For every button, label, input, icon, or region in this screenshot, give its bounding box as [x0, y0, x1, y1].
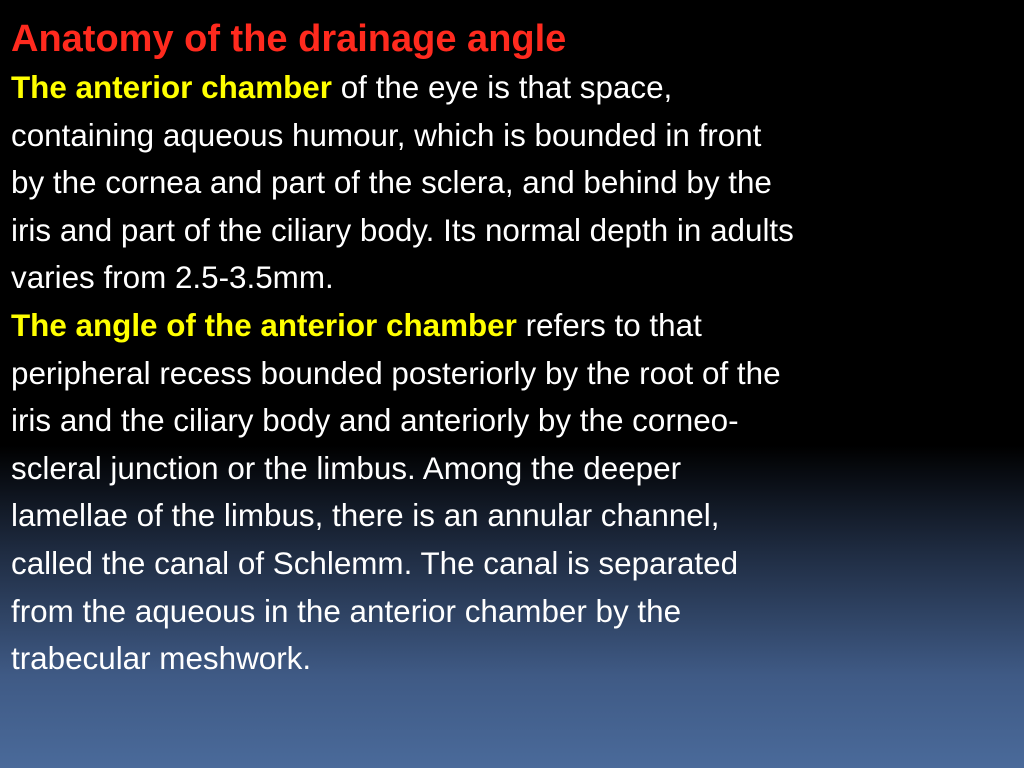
paragraph-line: trabecular meshwork. [11, 641, 312, 677]
paragraph-line: varies from 2.5-3.5mm. [11, 260, 334, 296]
paragraph-line: iris and part of the ciliary body. Its normal depth in adults [11, 212, 794, 248]
paragraph-angle [11, 302, 1015, 683]
paragraph-line: from the aqueous in the anterior chamber by the [11, 593, 682, 629]
paragraph-line: lamellae of the limbus, there is an annular channel, [11, 498, 720, 534]
term-angle-of-anterior-chamber: The angle of the anterior chamber [11, 307, 517, 343]
term-anterior-chamber: The anterior chamber [11, 70, 332, 105]
slide-content [11, 14, 1015, 683]
slide-title: Anatomy of the drainage angle [11, 18, 567, 60]
paragraph-line: iris and the ciliary body and anteriorly by the corneo- [11, 403, 739, 439]
paragraph-line: by the cornea and part of the sclera, and behind by the [11, 165, 772, 201]
paragraph-line: refers to that [516, 307, 702, 343]
paragraph-anterior-chamber [11, 64, 1015, 302]
paragraph-line: of the eye is that space, [331, 70, 673, 105]
paragraph-line: peripheral recess bounded posteriorly by the root of the [11, 355, 781, 391]
paragraph-line: scleral junction or the limbus. Among the deeper [11, 450, 682, 486]
paragraph-line: called the canal of Schlemm. The canal is separated [11, 545, 739, 581]
paragraph-line: containing aqueous humour, which is bounded in front [11, 117, 762, 153]
